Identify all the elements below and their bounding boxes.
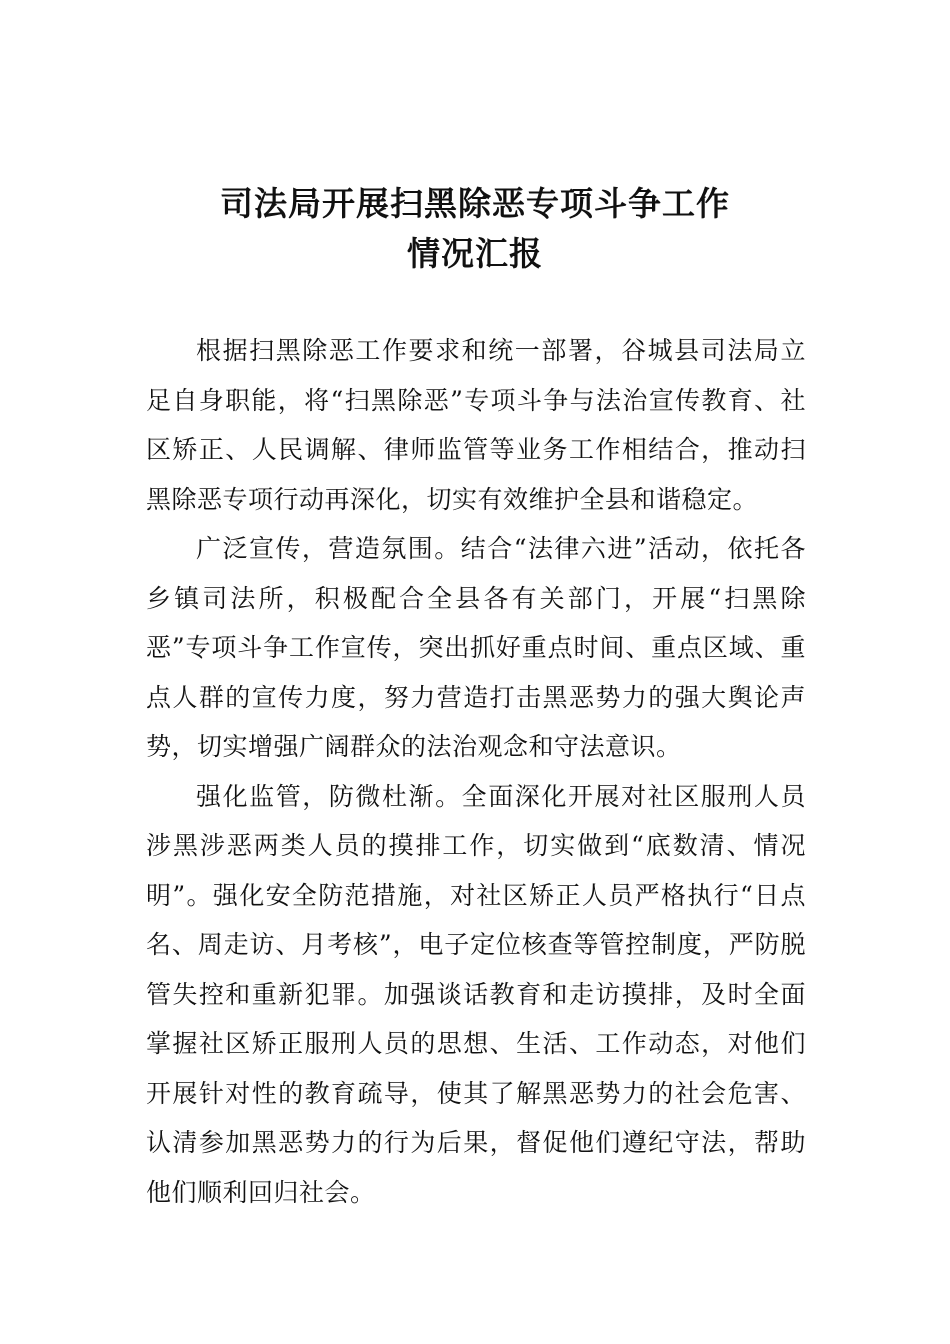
document-title-line-2: 情况汇报 xyxy=(407,234,543,273)
document-title-line-1: 司法局开展扫黑除恶专项斗争工作 xyxy=(220,184,730,223)
paragraph-publicity: 广泛宣传，营造氛围。结合“法律六进”活动，依托各乡镇司法所，积极配合全县各有关部门，开展“扫黑除恶”专项斗争工作宣传，突出抓好重点时间、重点区域、重点人群的宣传力度，努力营造打击黑恶势力的强大舆论声势，切实增强广阔群众的法治观念和守法意识。 xyxy=(146,534,806,761)
paragraph-supervision: 强化监管，防微杜渐。全面深化开展对社区服刑人员涉黑涉恶两类人员的摸排工作，切实做到“底数清、情况明”。强化安全防范措施，对社区矫正人员严格执行“日点名、周走访、月考核”，电子定位核查等管控制度，严防脱管失控和重新犯罪。加强谈话教育和走访摸排，及时全面掌握社区矫正服刑人员的思想、生活、工作动态，对他们开展针对性的教育疏导，使其了解黑恶势力的社会危害、认清参加黑恶势力的行为后果，督促他们遵纪守法，帮助他们顺利回归社会。 xyxy=(146,781,806,1207)
document-body xyxy=(146,326,806,1217)
paragraph-intro: 根据扫黑除恶工作要求和统一部署，谷城县司法局立足自身职能，将“扫黑除恶”专项斗争与法治宣传教育、社区矫正、人民调解、律师监管等业务工作相结合，推动扫黑除恶专项行动再深化，切实有效维护全县和谐稳定。 xyxy=(146,336,806,514)
